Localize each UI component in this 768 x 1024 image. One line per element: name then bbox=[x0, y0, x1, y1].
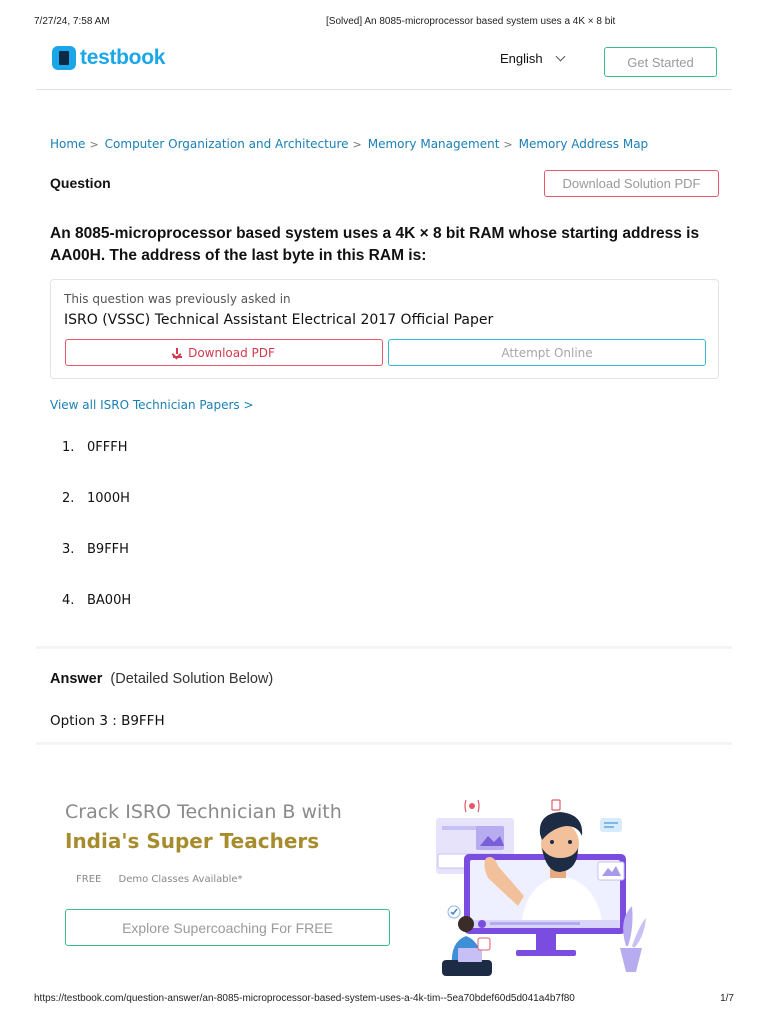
download-icon bbox=[173, 348, 182, 358]
option-item[interactable] bbox=[62, 440, 131, 491]
answer-note: (Detailed Solution Below) bbox=[110, 671, 274, 687]
testbook-logo[interactable] bbox=[52, 46, 165, 70]
explore-supercoaching-button[interactable]: Explore Supercoaching For FREE bbox=[65, 909, 390, 946]
option-text: B9FFH bbox=[87, 542, 129, 557]
options-list bbox=[62, 440, 131, 644]
question-text: An 8085-microprocessor based system uses a 4K × 8 bit RAM whose starting address is AA00H. The address of the last byte in this RAM is: bbox=[50, 225, 700, 264]
logo-text: testbook bbox=[80, 46, 166, 69]
get-started-button[interactable]: Get Started bbox=[604, 47, 717, 77]
chevron-right-icon: > bbox=[503, 137, 513, 151]
print-header bbox=[34, 16, 734, 30]
chevron-right-icon: > bbox=[89, 137, 99, 151]
language-label: English bbox=[500, 51, 543, 66]
promo-title: Crack ISRO Technician B with bbox=[65, 801, 342, 823]
download-pdf-label: Download PDF bbox=[188, 345, 275, 360]
teacher-illustration bbox=[428, 796, 648, 984]
option-item[interactable] bbox=[62, 542, 131, 593]
free-badge: FREE bbox=[76, 874, 102, 885]
answer-heading bbox=[50, 671, 273, 687]
breadcrumb-home[interactable]: Home bbox=[50, 137, 86, 151]
testbook-logo-icon bbox=[52, 46, 76, 70]
site-header bbox=[36, 40, 732, 90]
option-item[interactable] bbox=[62, 593, 131, 644]
option-text: BA00H bbox=[87, 593, 132, 608]
chevron-down-icon bbox=[555, 52, 565, 62]
section-divider bbox=[36, 646, 732, 649]
attempt-online-button[interactable]: Attempt Online bbox=[388, 339, 706, 366]
question-label: Question bbox=[50, 175, 111, 191]
option-number: 4. bbox=[62, 593, 75, 608]
option-number: 3. bbox=[62, 542, 75, 557]
free-demo-line bbox=[76, 874, 243, 885]
option-text: 1000H bbox=[87, 491, 130, 506]
option-number: 2. bbox=[62, 491, 75, 506]
answer-value: Option 3 : B9FFH bbox=[50, 713, 165, 729]
option-number: 1. bbox=[62, 440, 75, 455]
answer-label: Answer bbox=[50, 671, 103, 687]
paper-name: ISRO (VSSC) Technical Assistant Electrical 2017 Official Paper bbox=[64, 312, 494, 328]
option-text: 0FFFH bbox=[87, 440, 128, 455]
demo-classes-text: Demo Classes Available* bbox=[118, 874, 243, 885]
breadcrumb-memory-management[interactable]: Memory Management bbox=[367, 137, 500, 151]
language-selector[interactable] bbox=[500, 51, 564, 66]
print-footer bbox=[34, 993, 734, 1007]
breadcrumb bbox=[50, 137, 648, 151]
print-page-number: 1/7 bbox=[720, 993, 734, 1004]
breadcrumb-computer-organization[interactable]: Computer Organization and Architecture bbox=[104, 137, 349, 151]
promo-subtitle: India's Super Teachers bbox=[65, 829, 320, 853]
chevron-right-icon: > bbox=[352, 137, 362, 151]
section-divider bbox=[36, 742, 732, 745]
view-all-papers-link[interactable]: View all ISRO Technician Papers > bbox=[50, 398, 254, 412]
previously-asked-card bbox=[50, 279, 719, 379]
breadcrumb-memory-address-map[interactable]: Memory Address Map bbox=[518, 137, 649, 151]
option-item[interactable] bbox=[62, 491, 131, 542]
previously-asked-label: This question was previously asked in bbox=[64, 292, 291, 306]
print-doc-title: [Solved] An 8085-microprocessor based system uses a 4K × 8 bit bbox=[326, 16, 616, 27]
print-url: https://testbook.com/question-answer/an-8085-microprocessor-based-system-uses-a-4k-tim--5ea70bdef60d5d041a4b7f80 bbox=[34, 993, 575, 1004]
print-timestamp: 7/27/24, 7:58 AM bbox=[34, 16, 110, 27]
download-pdf-button[interactable] bbox=[65, 339, 383, 366]
download-solution-pdf-button[interactable]: Download Solution PDF bbox=[544, 170, 719, 197]
